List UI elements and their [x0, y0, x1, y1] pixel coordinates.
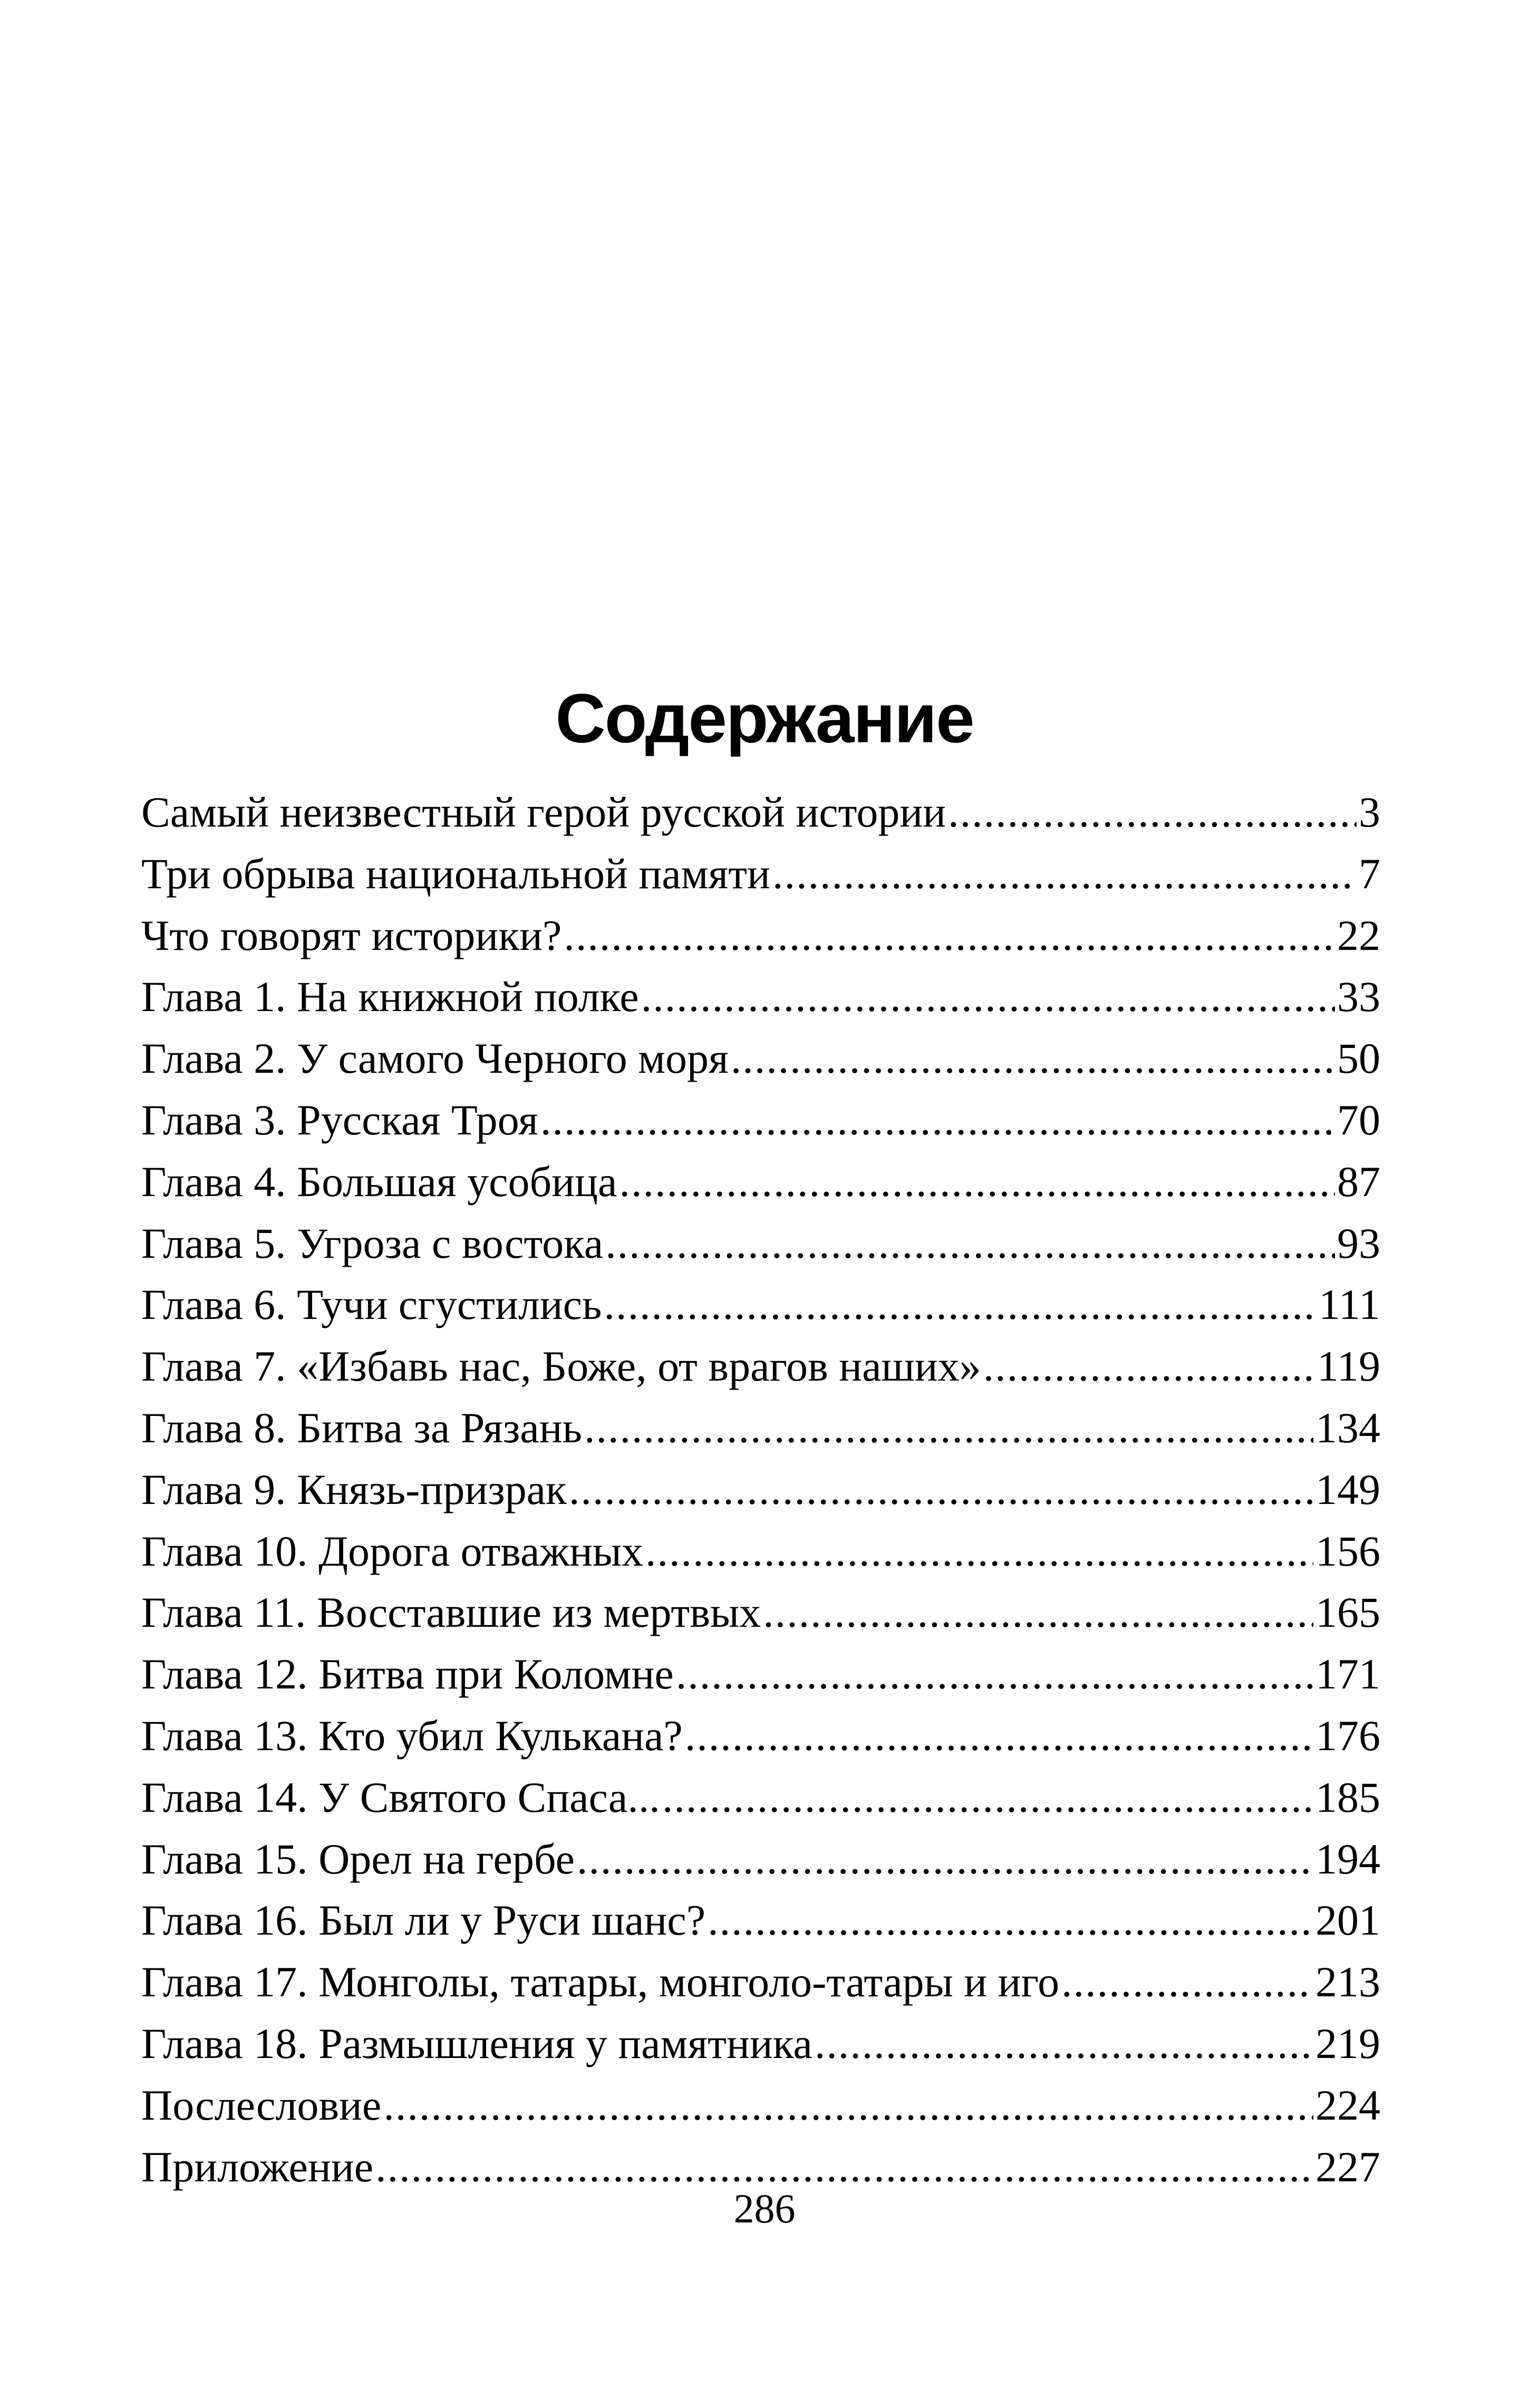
toc-entry-page-number: 176: [1315, 1711, 1380, 1760]
toc-entry: [141, 1336, 1380, 1397]
toc-entry-title: Глава 11. Восставшие из мертвых: [141, 1588, 761, 1637]
toc-entry-page-number: 185: [1315, 1773, 1380, 1821]
toc-entry-title: Глава 5. Угроза с востока: [141, 1219, 604, 1267]
toc-entry-page-number: 50: [1337, 1034, 1380, 1083]
toc-entry: [141, 2075, 1380, 2137]
toc-dot-leader: [676, 1644, 1313, 1705]
toc-entry-page-number: 33: [1337, 973, 1380, 1021]
toc-entry-page-number: 22: [1337, 911, 1380, 959]
toc-entry: [141, 1644, 1380, 1705]
toc-entry-title: Глава 9. Князь-призрак: [141, 1465, 567, 1513]
toc-entry-page-number: 7: [1359, 849, 1380, 898]
toc-entry-page-number: 87: [1337, 1157, 1380, 1206]
toc-entry-title: Три обрыва национальной памяти: [141, 849, 770, 898]
toc-entry-page-number: 156: [1315, 1527, 1380, 1575]
toc-entry-title: Глава 15. Орел на гербе: [141, 1834, 575, 1883]
toc-entry-title: Глава 7. «Избавь нас, Боже, от врагов наших»: [141, 1342, 981, 1391]
toc-entry: [141, 1582, 1380, 1644]
toc-entry: [141, 843, 1380, 905]
toc-entry: [141, 1705, 1380, 1767]
toc-dot-leader: [708, 1890, 1313, 1951]
toc-entry: [141, 1459, 1380, 1521]
toc-entry-title: Глава 4. Большая усобица: [141, 1157, 617, 1206]
toc-dot-leader: [645, 1521, 1313, 1582]
toc-entry-title: Послесловие: [141, 2081, 382, 2129]
toc-entry: [141, 1151, 1380, 1213]
toc-entry: [141, 2013, 1380, 2075]
toc-dot-leader: [815, 2013, 1313, 2075]
toc-dot-leader: [577, 1829, 1313, 1890]
toc-entry-title: Глава 14. У Святого Спаса...: [141, 1773, 660, 1821]
toc-dot-leader: [605, 1213, 1335, 1275]
toc-dot-leader: [584, 1397, 1313, 1459]
toc-entry: [141, 1951, 1380, 2013]
toc-dot-leader: [383, 2075, 1313, 2137]
toc-dot-leader: [948, 782, 1357, 843]
toc-dot-leader: [540, 1090, 1335, 1151]
toc-entry: [141, 1521, 1380, 1582]
toc-entry: [141, 1274, 1380, 1336]
toc-entry-title: Глава 8. Битва за Рязань: [141, 1403, 582, 1452]
toc-entry: [141, 1767, 1380, 1829]
toc-entry: [141, 1213, 1380, 1275]
toc-entry-page-number: 134: [1315, 1403, 1380, 1452]
toc-entry-page-number: 111: [1319, 1280, 1380, 1329]
toc-entry-title: Глава 1. На книжной полке: [141, 973, 639, 1021]
toc-entry-title: Приложение: [141, 2142, 374, 2191]
toc-entry-title: Глава 3. Русская Троя: [141, 1095, 538, 1144]
toc-entry: [141, 782, 1380, 843]
toc-entry-page-number: 165: [1315, 1588, 1380, 1637]
toc-entry-title: Глава 16. Был ли у Руси шанс?: [141, 1896, 706, 1945]
page-title: Содержание: [555, 679, 974, 758]
toc-dot-leader: [564, 905, 1335, 967]
toc-entry-page-number: 194: [1315, 1834, 1380, 1883]
toc-entry-page-number: 70: [1337, 1095, 1380, 1144]
toc-entry-page-number: 219: [1315, 2019, 1380, 2067]
toc-entry-page-number: 119: [1317, 1342, 1380, 1391]
toc-entry: [141, 1890, 1380, 1951]
toc-dot-leader: [685, 1705, 1313, 1767]
toc-entry-title: Глава 12. Битва при Коломне: [141, 1650, 674, 1698]
toc-entry-title: Самый неизвестный герой русской истории: [141, 788, 946, 836]
toc-dot-leader: [731, 1028, 1335, 1090]
toc-dot-leader: [772, 843, 1357, 905]
toc-entry-title: Глава 18. Размышления у памятника: [141, 2019, 812, 2067]
toc-entry-title: Глава 17. Монголы, татары, монголо-татары и иго: [141, 1958, 1060, 2006]
toc-dot-leader: [641, 966, 1335, 1028]
toc-dot-leader: [619, 1151, 1335, 1213]
toc-entry-title: Глава 2. У самого Черного моря: [141, 1034, 729, 1083]
toc-entry-page-number: 3: [1359, 788, 1380, 836]
toc-dot-leader: [763, 1582, 1313, 1644]
toc-entry-page-number: 93: [1337, 1219, 1380, 1267]
toc-entry: [141, 1090, 1380, 1151]
toc-dot-leader: [604, 1274, 1317, 1336]
toc-entry-page-number: 171: [1315, 1650, 1380, 1698]
toc-entry-title: Глава 10. Дорога отважных: [141, 1527, 643, 1575]
toc-dot-leader: [1061, 1951, 1313, 2013]
toc-entry: [141, 1397, 1380, 1459]
toc-entry-page-number: 224: [1315, 2081, 1380, 2129]
toc-dot-leader: [569, 1459, 1313, 1521]
toc-entry: [141, 905, 1380, 967]
page-number: 286: [733, 2186, 796, 2231]
toc-entry-page-number: 149: [1315, 1465, 1380, 1513]
toc-entry-title: Глава 6. Тучи сгустились: [141, 1280, 602, 1329]
toc-entry-page-number: 227: [1315, 2142, 1380, 2191]
table-of-contents: [141, 782, 1380, 2198]
toc-entry-title: Глава 13. Кто убил Кулькана?: [141, 1711, 683, 1760]
toc-dot-leader: [983, 1336, 1315, 1397]
toc-entry-page-number: 201: [1315, 1896, 1380, 1945]
toc-dot-leader: [662, 1767, 1313, 1829]
toc-entry: [141, 1028, 1380, 1090]
toc-entry-title: Что говорят историки?: [141, 911, 562, 959]
toc-entry: [141, 966, 1380, 1028]
toc-entry-page-number: 213: [1315, 1958, 1380, 2006]
toc-entry: [141, 1829, 1380, 1890]
